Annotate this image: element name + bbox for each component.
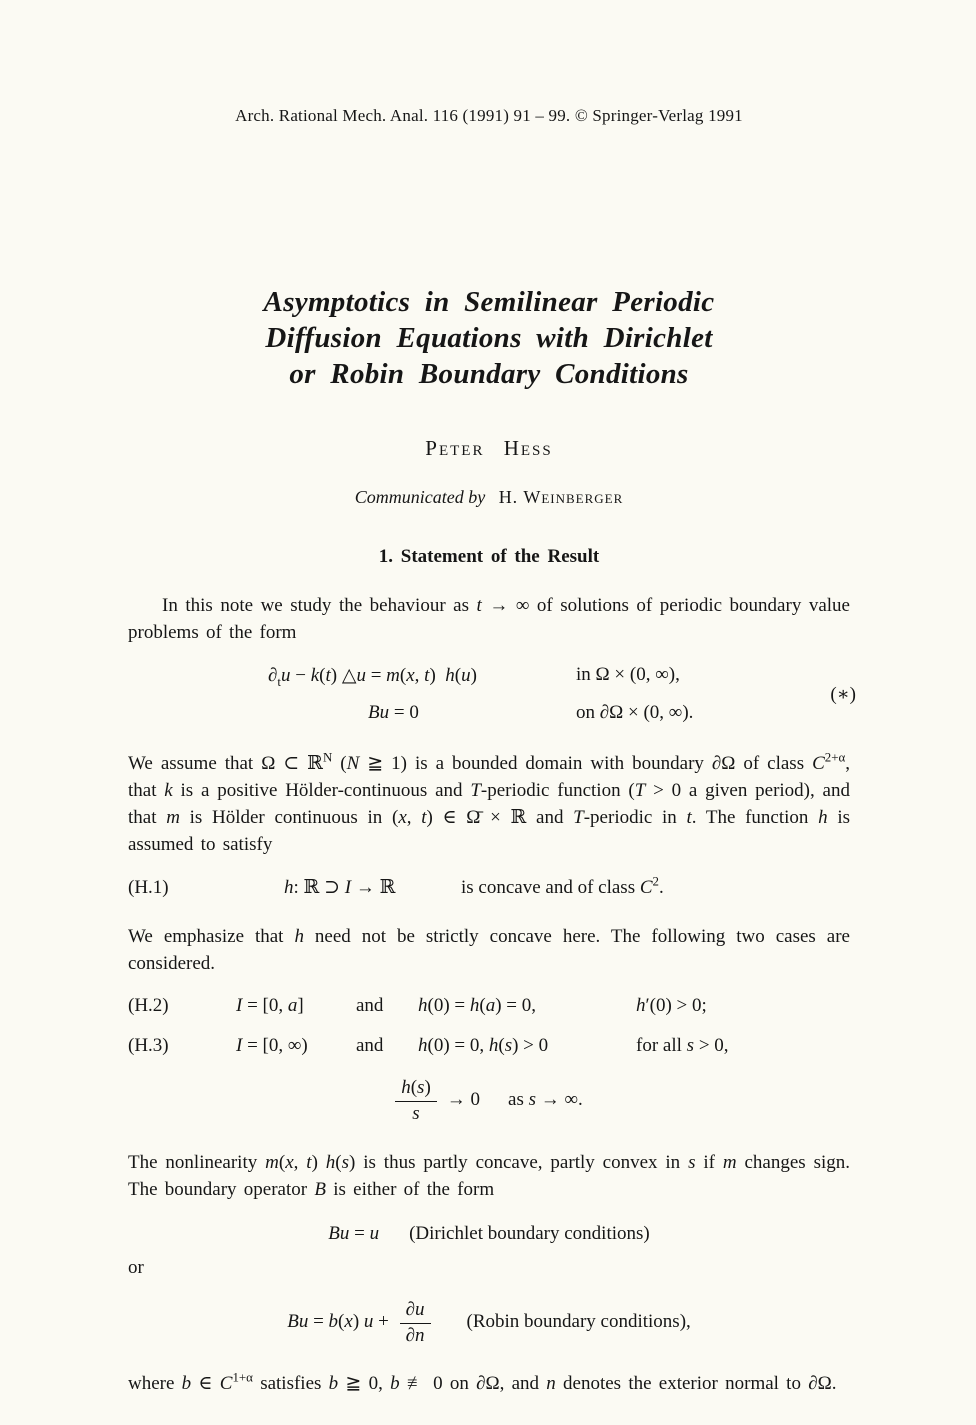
limit-as-text: as s → ∞.: [508, 1089, 583, 1111]
hypothesis-h2-conjunction: and: [356, 995, 384, 1016]
equation-star-domain2: on ∂Ω × (0, ∞).: [576, 702, 694, 723]
limit-fraction: [395, 1077, 437, 1125]
communicator-name: H. Weinberger: [498, 487, 624, 507]
dirichlet-formula: Bu = u: [328, 1222, 380, 1244]
hypothesis-h2: [128, 995, 850, 1017]
paragraph-intro: In this note we study the behaviour as t → ∞ of solutions of periodic boundary value problems of the form: [128, 595, 850, 643]
equation-star-line2: Bu = 0: [368, 702, 419, 723]
dirichlet-note: (Dirichlet boundary conditions): [409, 1222, 650, 1244]
hypothesis-h3: [128, 1035, 850, 1057]
equation-dirichlet: [128, 1223, 850, 1245]
robin-formula-pre: Bu = b(x) u +: [287, 1310, 394, 1332]
hypothesis-h3-forall: for all s > 0,: [636, 1035, 729, 1056]
title-line-1: Asymptotics in Semilinear Periodic: [263, 286, 715, 318]
paragraph-assumptions: We assume that Ω ⊂ ℝ$^N$ (N ≧ 1) is a bounded domain with boundary ∂Ω of class $C^{2+\alpha}$, that k is a positive Hölder-continuous and T-periodic function (T > 0 a given period), and that m is Hölder continuous in (x, t) ∈ Ω̄ × ℝ and T-periodic in t. The function h is assumed to satisfy: [128, 749, 850, 855]
hypothesis-h2-interval: I = [0, a]: [236, 995, 304, 1016]
section-heading: 1. Statement of the Result: [378, 546, 600, 567]
equation-limit: [128, 1077, 850, 1125]
hypothesis-h1: [128, 873, 850, 899]
equation-robin: [128, 1299, 850, 1347]
equation-star-domain1: in Ω × (0, ∞),: [576, 664, 680, 685]
limit-fraction-denominator: s: [412, 1102, 420, 1124]
hypothesis-h3-interval: I = [0, ∞): [236, 1035, 308, 1056]
robin-note: (Robin boundary conditions),: [466, 1310, 691, 1332]
robin-fraction-numerator: ∂u: [400, 1299, 431, 1324]
communicated-prefix: Communicated by: [354, 487, 486, 507]
hypothesis-h1-label: (H.1): [128, 877, 169, 898]
hypothesis-h3-condition: h(0) = 0, h(s) > 0: [418, 1035, 549, 1056]
hypothesis-h1-text: is concave and of class $C^2$.: [461, 873, 664, 898]
equation-star-line1: $\partial_tu - k(t)$ △u = m(x, t) h(u): [268, 665, 477, 689]
robin-fraction-denominator: ∂n: [405, 1324, 425, 1346]
author-name: Peter Hess: [425, 436, 553, 460]
limit-arrow: → 0: [446, 1089, 481, 1111]
hypothesis-h2-condition: h(0) = h(a) = 0,: [418, 995, 536, 1016]
or-connector: or: [128, 1256, 144, 1278]
limit-fraction-numerator: h(s): [395, 1077, 437, 1102]
paper-title: [128, 284, 850, 392]
hypothesis-h3-conjunction: and: [356, 1035, 384, 1056]
robin-fraction: [400, 1299, 431, 1347]
hypothesis-h1-formula: h: ℝ ⊃ I → ℝ: [284, 877, 396, 898]
journal-header-line: Arch. Rational Mech. Anal. 116 (1991) 91 – 99. © Springer-Verlag 1991: [235, 106, 743, 125]
paragraph-emphasize: We emphasize that h need not be strictly concave here. The following two cases are considered.: [128, 926, 850, 974]
communicated-line: [128, 487, 850, 508]
equation-star-tag: (∗): [830, 684, 856, 705]
hypothesis-h2-label: (H.2): [128, 995, 169, 1016]
paragraph-exterior-normal: where b ∈ $C^{1+\alpha}$ satisfies b ≧ 0, b ≢ 0 on ∂Ω, and n denotes the exterior normal to ∂Ω.: [128, 1370, 837, 1395]
hypothesis-h3-label: (H.3): [128, 1035, 169, 1056]
equation-star-block: [128, 662, 856, 736]
title-line-2: Diffusion Equations with Dirichlet: [265, 322, 713, 354]
title-line-3: or Robin Boundary Conditions: [289, 358, 689, 390]
hypothesis-h2-derivative: h′(0) > 0;: [636, 995, 707, 1016]
paragraph-nonlinearity: The nonlinearity m(x, t) h(s) is thus partly concave, partly convex in s if m changes sign. The boundary operator B is either of the form: [128, 1151, 851, 1200]
